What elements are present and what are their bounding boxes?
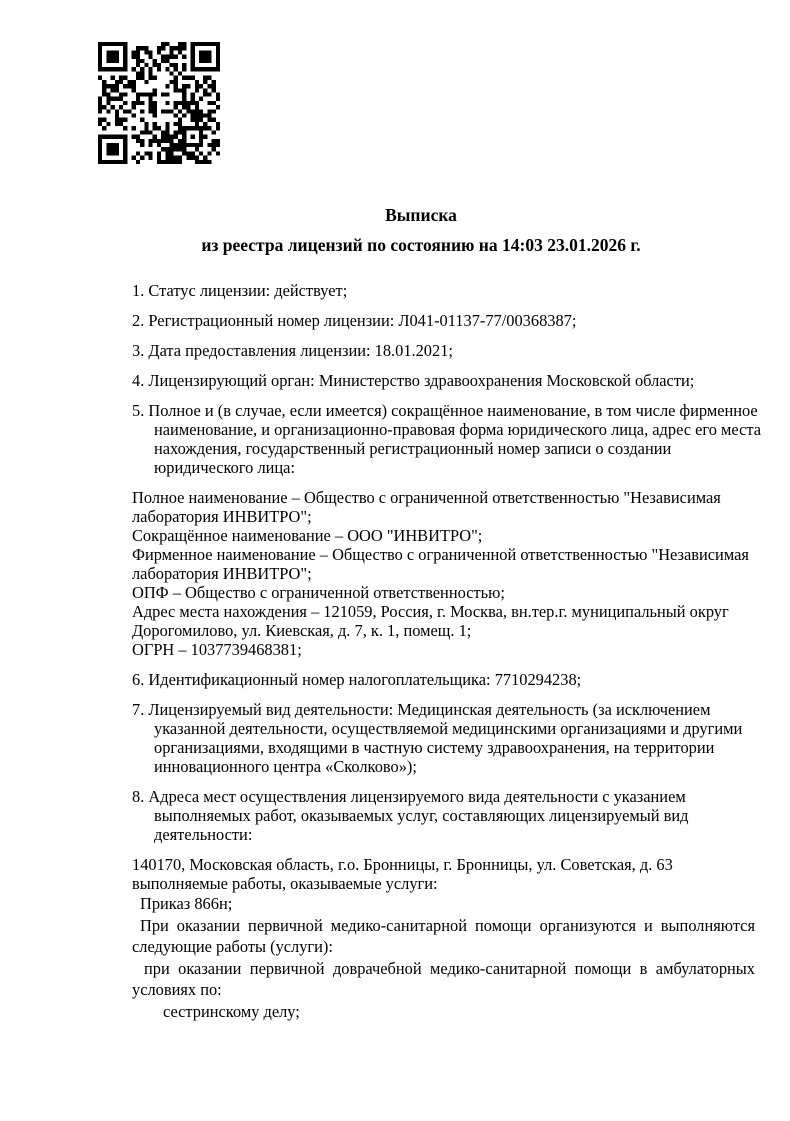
text-line: условиях по: bbox=[132, 980, 222, 999]
text-line: При оказании первичной медико-санитарной помощи организуются и выполняются bbox=[140, 915, 755, 935]
text-line: 5. Полное и (в случае, если имеется) сокращённое наименование, в том числе фирменное bbox=[132, 401, 758, 420]
text-line: Фирменное наименование – Общество с ограниченной ответственностью "Независимая bbox=[132, 545, 749, 564]
text-line: 4. Лицензирующий орган: Министерство здравоохранения Московской области; bbox=[132, 371, 695, 390]
text-line: нахождения, государственный регистрационный номер записи о создании bbox=[154, 439, 672, 458]
text-line: ОПФ – Общество с ограниченной ответственностью; bbox=[132, 583, 505, 602]
text-line: лаборатория ИНВИТРО"; bbox=[132, 564, 312, 583]
text-line: организациями, входящими в частную систему здравоохранения, на территории bbox=[154, 738, 715, 757]
text-line: 7. Лицензируемый вид деятельности: Медицинская деятельность (за исключением bbox=[132, 700, 711, 719]
text-line: 8. Адреса мест осуществления лицензируемого вида деятельности с указанием bbox=[132, 787, 686, 806]
document-body bbox=[132, 270, 761, 1022]
text-line: 140170, Московская область, г.о. Бронницы, г. Бронницы, ул. Советская, д. 63 bbox=[132, 855, 673, 874]
text-line: Полное наименование – Общество с ограниченной ответственностью "Независимая bbox=[132, 488, 721, 507]
page-title: Выписка bbox=[385, 205, 457, 225]
text-line: наименование, и организационно-правовая форма юридического лица, адрес его места bbox=[154, 420, 761, 439]
text-line: инновационного центра «Сколково»); bbox=[154, 757, 417, 776]
text-line: 6. Идентификационный номер налогоплательщика: 7710294238; bbox=[132, 670, 582, 689]
text-line: Дорогомилово, ул. Киевская, д. 7, к. 1, помещ. 1; bbox=[132, 621, 472, 640]
text-line: ОГРН – 1037739468381; bbox=[132, 640, 302, 659]
text-line: сестринскому делу; bbox=[163, 1001, 300, 1021]
text-line: выполняемых работ, оказываемых услуг, составляющих лицензируемый вид bbox=[154, 806, 689, 825]
text-line: Сокращённое наименование – ООО "ИНВИТРО"; bbox=[132, 526, 483, 545]
text-line: следующие работы (услуги): bbox=[132, 937, 333, 956]
text-line: 3. Дата предоставления лицензии: 18.01.2021; bbox=[132, 341, 453, 360]
text-line: лаборатория ИНВИТРО"; bbox=[132, 507, 312, 526]
text-line: указанной деятельности, осуществляемой медицинскими организациями и другими bbox=[154, 719, 743, 738]
text-line: деятельности: bbox=[154, 825, 253, 844]
text-line: выполняемые работы, оказываемые услуги: bbox=[132, 874, 438, 893]
text-line: 2. Регистрационный номер лицензии: Л041-01137-77/00368387; bbox=[132, 311, 577, 330]
text-line: 1. Статус лицензии: действует; bbox=[132, 281, 348, 300]
text-line: Приказ 866н; bbox=[140, 894, 233, 913]
text-line: при оказании первичной доврачебной медико-санитарной помощи в амбулаторных bbox=[144, 958, 755, 978]
page-subtitle: из реестра лицензий по состоянию на 14:03 23.01.2026 г. bbox=[201, 235, 641, 255]
text-line: юридического лица: bbox=[154, 458, 296, 477]
document-header bbox=[132, 204, 755, 256]
qr-code-icon bbox=[98, 42, 220, 164]
text-line: Адрес места нахождения – 121059, Россия, г. Москва, вн.тер.г. муниципальный округ bbox=[132, 602, 729, 621]
